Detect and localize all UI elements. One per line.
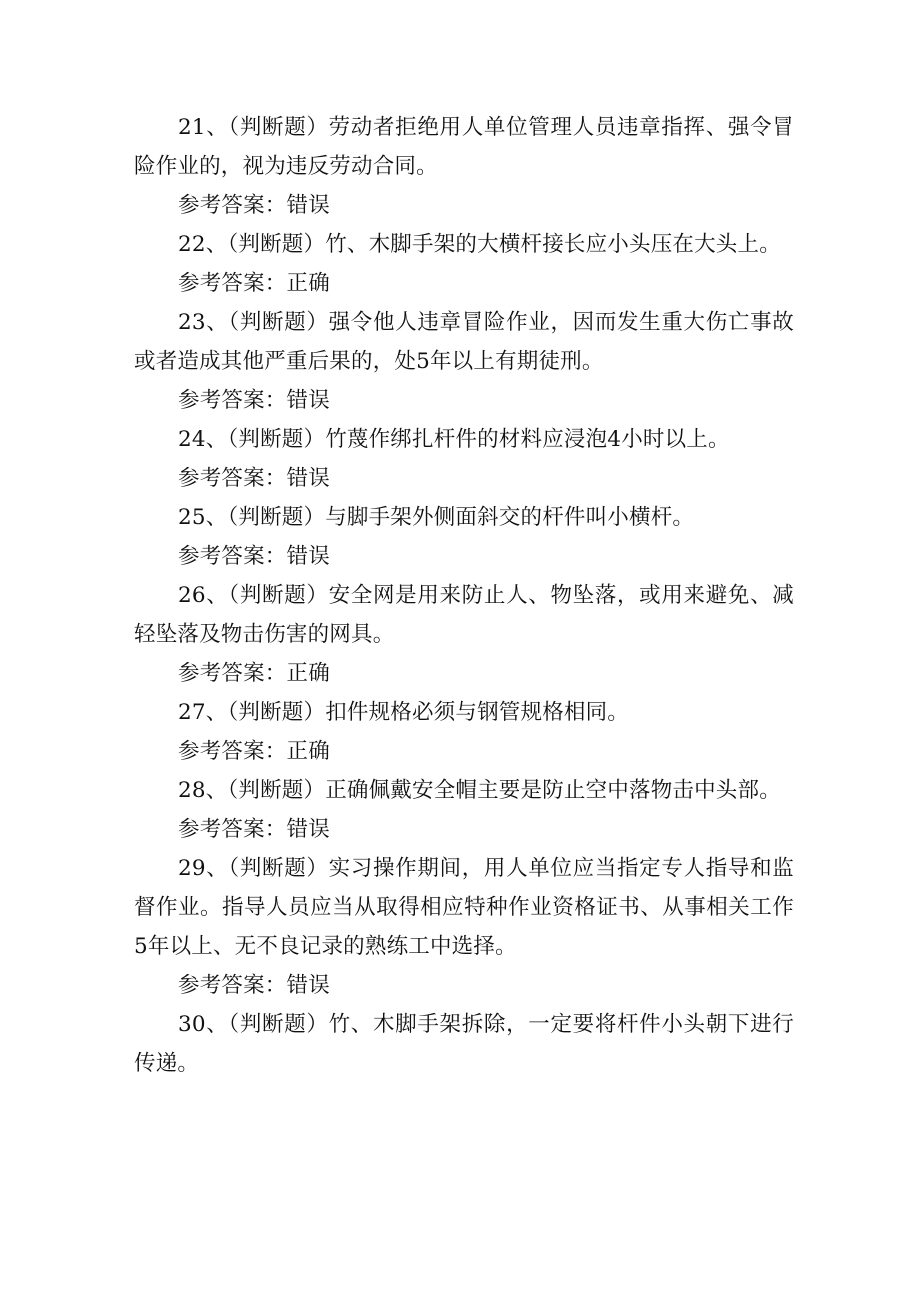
question-text: 22、（判断题）竹、木脚手架的大横杆接长应小头压在大头上。 bbox=[178, 232, 781, 257]
answer-text: 参考答案：错误 bbox=[178, 544, 330, 569]
question-text: 25、（判断题）与脚手架外侧面斜交的杆件叫小横杆。 bbox=[178, 505, 695, 530]
answer-text: 参考答案：错误 bbox=[178, 973, 330, 998]
answer-text: 参考答案：正确 bbox=[178, 739, 330, 764]
question-text: 21、（判断题）劳动者拒绝用人单位管理人员违章指挥、强令冒险作业的，视为违反劳动合同。 bbox=[134, 115, 794, 179]
question-text: 27、（判断题）扣件规格必须与钢管规格相同。 bbox=[178, 700, 630, 725]
answer-text: 参考答案：错误 bbox=[178, 193, 330, 218]
question-text: 23、（判断题）强令他人违章冒险作业，因而发生重大伤亡事故或者造成其他严重后果的，处5年以上有期徒刑。 bbox=[134, 310, 794, 374]
question-text: 28、（判断题）正确佩戴安全帽主要是防止空中落物击中头部。 bbox=[178, 778, 781, 803]
question-text: 24、（判断题）竹蔑作绑扎杆件的材料应浸泡4小时以上。 bbox=[178, 427, 730, 452]
question-text: 26、（判断题）安全网是用来防止人、物坠落，或用来避免、减轻坠落及物击伤害的网具。 bbox=[134, 583, 794, 647]
question-text: 29、（判断题）实习操作期间，用人单位应当指定专人指导和监督作业。指导人员应当从取得相应特种作业资格证书、从事相关工作5年以上、无不良记录的熟练工中选择。 bbox=[134, 856, 794, 959]
answer-text: 参考答案：正确 bbox=[178, 271, 330, 296]
question-text: 30、（判断题）竹、木脚手架拆除，一定要将杆件小头朝下进行传递。 bbox=[134, 1012, 794, 1076]
answer-text: 参考答案：错误 bbox=[178, 817, 330, 842]
answer-text: 参考答案：正确 bbox=[178, 661, 330, 686]
question-list bbox=[134, 108, 794, 1083]
answer-text: 参考答案：错误 bbox=[178, 388, 330, 413]
answer-text: 参考答案：错误 bbox=[178, 466, 330, 491]
